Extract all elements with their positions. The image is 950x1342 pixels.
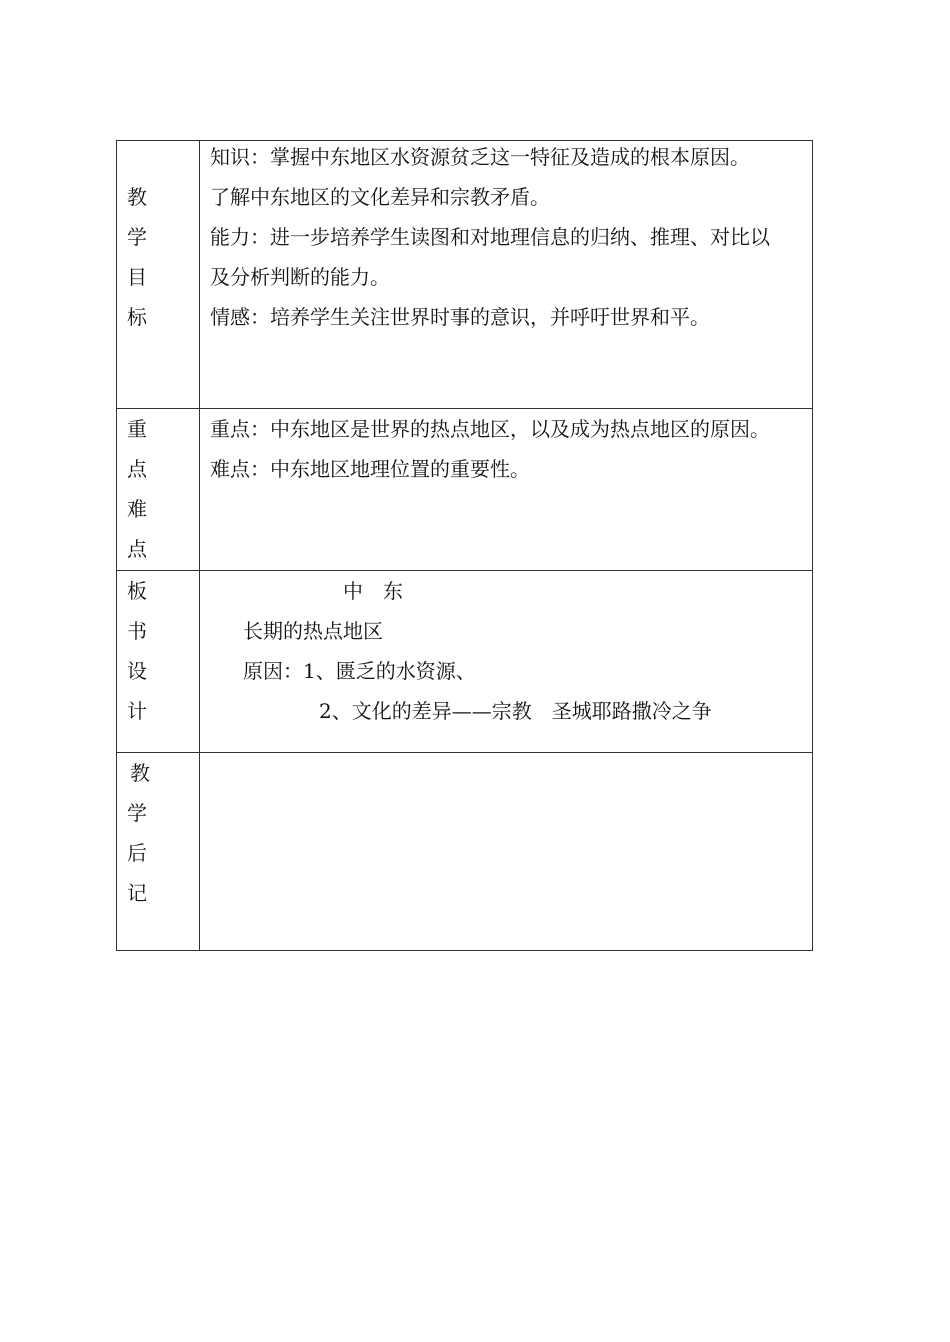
label-char: 书 [127, 619, 147, 643]
label-char: 学 [127, 225, 147, 249]
key-points-content-cell [200, 409, 813, 571]
objectives-label-cell [117, 141, 200, 409]
key-points-label-cell [117, 409, 200, 571]
key-points-line: 难点：中东地区地理位置的重要性。 [210, 457, 530, 481]
board-line: 2、文化的差异——宗教 圣城耶路撒冷之争 [319, 699, 712, 723]
label-char: 记 [127, 881, 147, 905]
label-char: 教 [130, 761, 150, 785]
reflection-label-cell [117, 753, 200, 951]
objectives-row [117, 141, 813, 409]
board-title: 中 东 [343, 579, 403, 603]
objectives-line: 知识：掌握中东地区水资源贫乏这一特征及造成的根本原因。 [210, 145, 750, 169]
label-char: 重 [127, 417, 147, 441]
objectives-line: 情感：培养学生关注世界时事的意识，并呼吁世界和平。 [210, 305, 710, 329]
board-design-row [117, 571, 813, 753]
objectives-line: 了解中东地区的文化差异和宗教矛盾。 [210, 185, 550, 209]
reflection-row [117, 753, 813, 951]
objectives-line: 及分析判断的能力。 [210, 265, 390, 289]
label-char: 目 [127, 265, 147, 289]
lesson-plan-table [116, 140, 813, 951]
objectives-line: 能力：进一步培养学生读图和对地理信息的归纳、推理、对比以 [210, 225, 770, 249]
board-design-content-cell [200, 571, 813, 753]
label-char: 计 [127, 699, 147, 723]
label-char: 标 [127, 305, 147, 329]
label-char: 板 [127, 579, 147, 603]
key-points-line: 重点：中东地区是世界的热点地区，以及成为热点地区的原因。 [210, 417, 770, 441]
reflection-content-cell[interactable] [200, 753, 813, 951]
label-char: 设 [127, 659, 147, 683]
label-char: 学 [127, 801, 147, 825]
board-line: 原因：1、匮乏的水资源、 [243, 659, 476, 683]
board-line: 长期的热点地区 [243, 619, 383, 643]
label-char: 后 [127, 841, 147, 865]
board-design-label-cell [117, 571, 200, 753]
key-points-row [117, 409, 813, 571]
label-char: 教 [127, 185, 147, 209]
label-char: 难 [127, 497, 147, 521]
objectives-content-cell [200, 141, 813, 409]
label-char: 点 [127, 457, 147, 481]
label-char: 点 [127, 537, 147, 561]
